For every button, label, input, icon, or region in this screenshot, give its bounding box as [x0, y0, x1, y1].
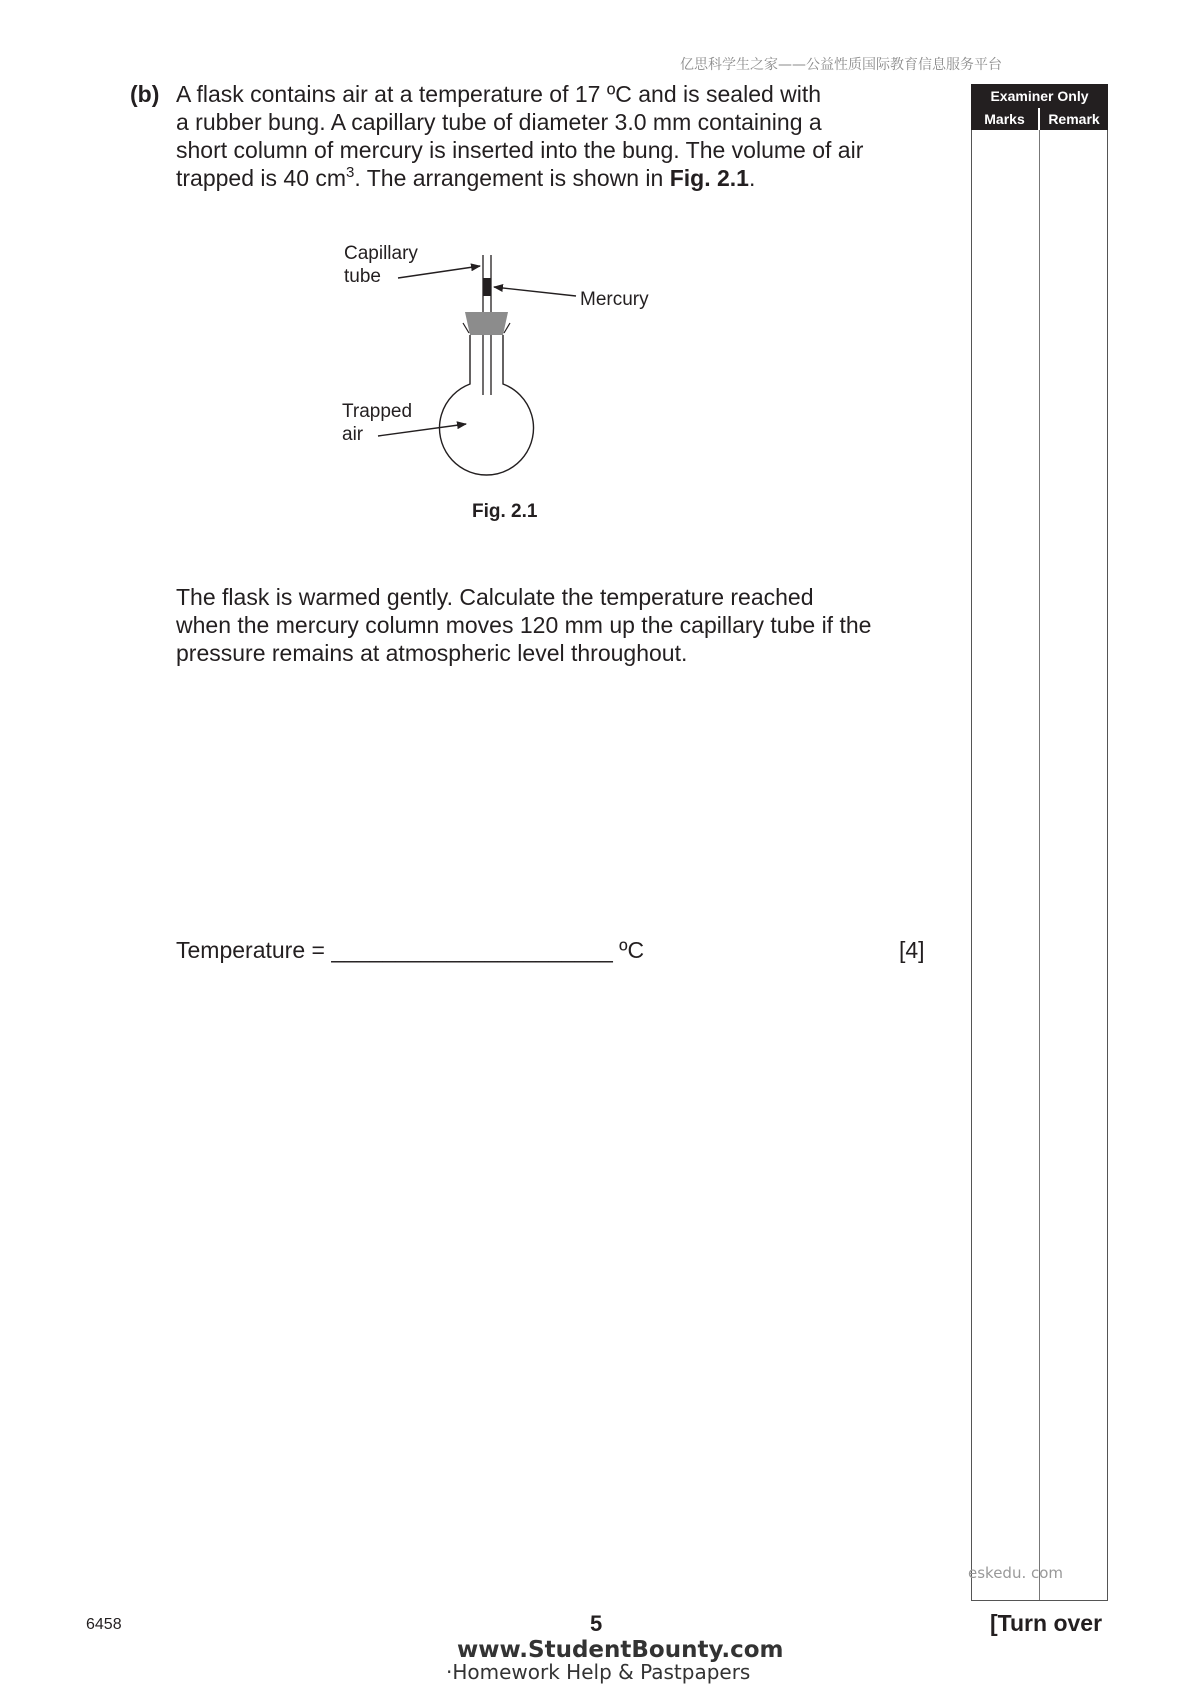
question-line-3: short column of mercury is inserted into the bung. The volume of air: [176, 137, 864, 163]
label-capillary-line-1: Capillary: [344, 243, 418, 264]
examiner-watermark: eskedu. com: [968, 1564, 1064, 1582]
instruction-line-2: when the mercury column moves 120 mm up the capillary tube if the: [176, 612, 872, 638]
turn-over: [Turn over: [990, 1610, 1103, 1636]
answer-label: Temperature =: [176, 937, 325, 963]
remark-heading: Remark: [1040, 108, 1108, 130]
figure-reference: Fig. 2.1: [669, 165, 749, 191]
mercury-arrow: [494, 287, 576, 296]
mercury-column: [483, 278, 491, 296]
question-line-2: a rubber bung. A capillary tube of diameter 3.0 mm containing a: [176, 109, 822, 135]
rubber-bung: [465, 312, 508, 335]
marks-allocation: [4]: [899, 937, 925, 963]
question-superscript: 3: [346, 164, 355, 181]
answer-blank[interactable]: ______________________: [331, 937, 613, 963]
label-trapped-line-2: air: [342, 424, 364, 445]
answer-unit: ºC: [619, 937, 645, 963]
question-line-4-end: .: [748, 165, 756, 191]
label-trapped-line-1: Trapped: [342, 401, 413, 422]
page-number: 5: [590, 1611, 603, 1636]
label-capillary-line-2: tube: [344, 266, 381, 287]
flask-outline: [440, 335, 534, 475]
studentbounty-tagline: ·Homework Help & Pastpapers: [446, 1660, 751, 1684]
instruction-line-3: pressure remains at atmospheric level throughout.: [176, 640, 688, 666]
question-label: (b): [130, 81, 160, 107]
answer-row: [176, 937, 644, 964]
question-line-4-mid: . The arrangement is shown in: [354, 165, 670, 191]
label-capillary: [344, 242, 418, 288]
marks-heading: Marks: [971, 108, 1038, 130]
header-watermark: 亿思科学生之家——公益性质国际教育信息服务平台: [680, 57, 1002, 73]
instruction-text: [176, 583, 936, 667]
label-mercury: Mercury: [580, 289, 649, 310]
figure-caption: Fig. 2.1: [472, 501, 538, 522]
examiner-only-heading: Examiner Only: [971, 84, 1108, 108]
question-line-1: A flask contains air at a temperature of 17 ºC and is sealed with: [176, 81, 822, 107]
instruction-line-1: The flask is warmed gently. Calculate the temperature reached: [176, 584, 814, 610]
label-trapped-air: [342, 400, 412, 446]
studentbounty-url: www.StudentBounty.com: [457, 1637, 784, 1663]
question-line-4-start: trapped is 40 cm: [176, 165, 347, 191]
paper-code: 6458: [86, 1616, 122, 1633]
